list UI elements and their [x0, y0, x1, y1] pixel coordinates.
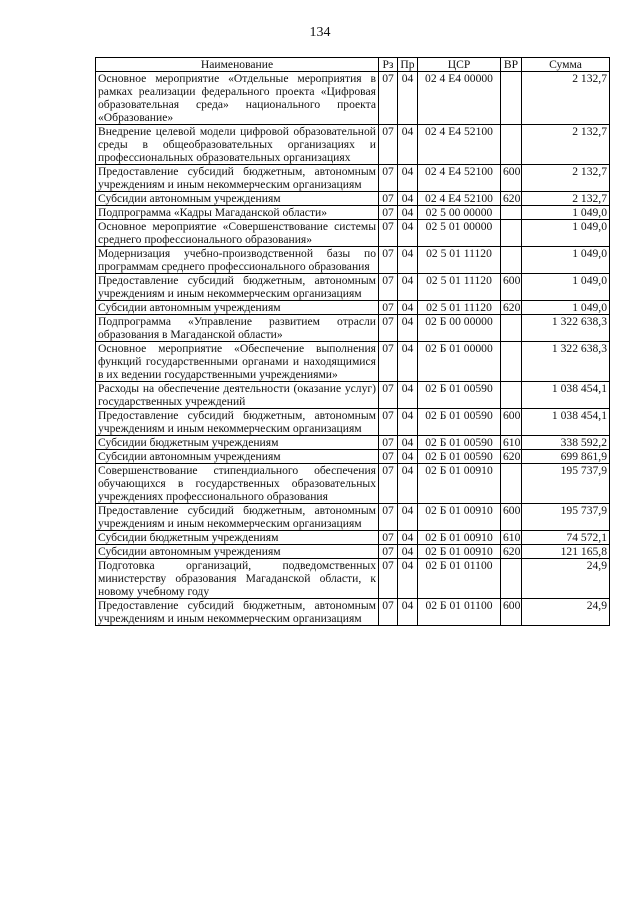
row-name: Предоставление субсидий бюджетным, автономным учреждениям и иным некоммерческим организациям — [96, 599, 379, 626]
table-row — [96, 436, 610, 450]
row-rz: 07 — [379, 192, 398, 206]
row-name: Подпрограмма «Кадры Магаданской области» — [96, 206, 379, 220]
row-csr: 02 5 01 11120 — [418, 247, 501, 274]
row-name: Субсидии автономным учреждениям — [96, 192, 379, 206]
row-vr: 620 — [501, 192, 522, 206]
row-sum: 1 038 454,1 — [522, 409, 610, 436]
header-sum: Сумма — [522, 58, 610, 72]
table-row — [96, 599, 610, 626]
table-row — [96, 545, 610, 559]
row-vr: 600 — [501, 274, 522, 301]
row-csr: 02 Б 01 00910 — [418, 504, 501, 531]
row-vr — [501, 72, 522, 125]
row-pr: 04 — [398, 531, 418, 545]
row-sum: 1 049,0 — [522, 247, 610, 274]
row-csr: 02 Б 01 00910 — [418, 531, 501, 545]
row-pr: 04 — [398, 206, 418, 220]
row-name: Предоставление субсидий бюджетным, автономным учреждениям и иным некоммерческим организациям — [96, 274, 379, 301]
row-pr: 04 — [398, 315, 418, 342]
row-sum: 1 049,0 — [522, 206, 610, 220]
row-name: Предоставление субсидий бюджетным, автономным учреждениям и иным некоммерческим организациям — [96, 504, 379, 531]
row-name: Субсидии бюджетным учреждениям — [96, 436, 379, 450]
row-pr: 04 — [398, 192, 418, 206]
row-rz: 07 — [379, 450, 398, 464]
row-name: Совершенствование стипендиального обеспечения обучающихся в государственных образовательных учреждениях профессионального образования — [96, 464, 379, 504]
row-name: Субсидии автономным учреждениям — [96, 450, 379, 464]
row-sum: 24,9 — [522, 599, 610, 626]
row-name: Субсидии бюджетным учреждениям — [96, 531, 379, 545]
header-pr: Пр — [398, 58, 418, 72]
row-csr: 02 Б 01 00910 — [418, 545, 501, 559]
row-name: Основное мероприятие «Совершенствование системы среднего профессионального образования» — [96, 220, 379, 247]
row-rz: 07 — [379, 301, 398, 315]
table-row — [96, 274, 610, 301]
row-rz: 07 — [379, 315, 398, 342]
table-row — [96, 531, 610, 545]
table-row — [96, 342, 610, 382]
row-pr: 04 — [398, 247, 418, 274]
table-row — [96, 409, 610, 436]
row-sum: 195 737,9 — [522, 464, 610, 504]
row-csr: 02 4 Е4 00000 — [418, 72, 501, 125]
row-csr: 02 Б 00 00000 — [418, 315, 501, 342]
row-pr: 04 — [398, 72, 418, 125]
row-sum: 2 132,7 — [522, 192, 610, 206]
table-row — [96, 301, 610, 315]
row-vr: 610 — [501, 436, 522, 450]
row-pr: 04 — [398, 274, 418, 301]
row-name: Модернизация учебно-производственной базы по программам среднего профессионального образования — [96, 247, 379, 274]
row-vr — [501, 342, 522, 382]
row-sum: 1 049,0 — [522, 274, 610, 301]
row-name: Расходы на обеспечение деятельности (оказание услуг) государственных учреждений — [96, 382, 379, 409]
row-vr: 610 — [501, 531, 522, 545]
row-pr: 04 — [398, 165, 418, 192]
row-sum: 699 861,9 — [522, 450, 610, 464]
row-vr — [501, 206, 522, 220]
row-pr: 04 — [398, 436, 418, 450]
row-vr: 620 — [501, 450, 522, 464]
row-vr: 600 — [501, 504, 522, 531]
row-sum: 195 737,9 — [522, 504, 610, 531]
row-rz: 07 — [379, 545, 398, 559]
row-rz: 07 — [379, 464, 398, 504]
row-rz: 07 — [379, 165, 398, 192]
row-rz: 07 — [379, 247, 398, 274]
table-body — [96, 72, 610, 626]
row-vr: 600 — [501, 165, 522, 192]
table-row — [96, 464, 610, 504]
row-pr: 04 — [398, 599, 418, 626]
row-rz: 07 — [379, 274, 398, 301]
row-name: Подпрограмма «Управление развитием отрасли образования в Магаданской области» — [96, 315, 379, 342]
row-vr: 620 — [501, 545, 522, 559]
row-vr — [501, 220, 522, 247]
row-csr: 02 Б 01 01100 — [418, 599, 501, 626]
row-rz: 07 — [379, 206, 398, 220]
header-csr: ЦСР — [418, 58, 501, 72]
row-name: Субсидии автономным учреждениям — [96, 545, 379, 559]
row-sum: 1 322 638,3 — [522, 342, 610, 382]
row-rz: 07 — [379, 409, 398, 436]
table-row — [96, 315, 610, 342]
row-pr: 04 — [398, 450, 418, 464]
row-pr: 04 — [398, 504, 418, 531]
row-csr: 02 5 01 11120 — [418, 274, 501, 301]
row-vr: 620 — [501, 301, 522, 315]
table-row — [96, 220, 610, 247]
header-rz: Рз — [379, 58, 398, 72]
table-row — [96, 559, 610, 599]
row-rz: 07 — [379, 559, 398, 599]
row-rz: 07 — [379, 599, 398, 626]
table-header-row — [96, 58, 610, 72]
row-vr — [501, 559, 522, 599]
row-pr: 04 — [398, 301, 418, 315]
table-row — [96, 382, 610, 409]
row-name: Основное мероприятие «Обеспечение выполнения функций государственными органами и находящимися в их ведении государственными учреждениями» — [96, 342, 379, 382]
row-pr: 04 — [398, 382, 418, 409]
table-row — [96, 165, 610, 192]
row-csr: 02 4 Е4 52100 — [418, 192, 501, 206]
row-csr: 02 Б 01 00000 — [418, 342, 501, 382]
table-row — [96, 206, 610, 220]
row-sum: 1 322 638,3 — [522, 315, 610, 342]
row-rz: 07 — [379, 531, 398, 545]
table-row — [96, 192, 610, 206]
row-rz: 07 — [379, 436, 398, 450]
row-pr: 04 — [398, 545, 418, 559]
budget-table — [95, 57, 610, 626]
row-pr: 04 — [398, 125, 418, 165]
header-name: Наименование — [96, 58, 379, 72]
table-row — [96, 450, 610, 464]
row-csr: 02 Б 01 00590 — [418, 436, 501, 450]
row-rz: 07 — [379, 382, 398, 409]
row-csr: 02 5 01 00000 — [418, 220, 501, 247]
row-name: Предоставление субсидий бюджетным, автономным учреждениям и иным некоммерческим организациям — [96, 165, 379, 192]
row-rz: 07 — [379, 125, 398, 165]
row-pr: 04 — [398, 464, 418, 504]
table-row — [96, 72, 610, 125]
row-pr: 04 — [398, 220, 418, 247]
row-rz: 07 — [379, 220, 398, 247]
row-rz: 07 — [379, 504, 398, 531]
row-vr: 600 — [501, 599, 522, 626]
row-pr: 04 — [398, 409, 418, 436]
table-row — [96, 125, 610, 165]
row-sum: 338 592,2 — [522, 436, 610, 450]
row-vr — [501, 464, 522, 504]
row-csr: 02 Б 01 00590 — [418, 450, 501, 464]
row-csr: 02 Б 01 00910 — [418, 464, 501, 504]
header-vr: ВР — [501, 58, 522, 72]
row-sum: 121 165,8 — [522, 545, 610, 559]
row-name: Субсидии автономным учреждениям — [96, 301, 379, 315]
row-csr: 02 4 Е4 52100 — [418, 165, 501, 192]
row-sum: 1 049,0 — [522, 301, 610, 315]
row-vr — [501, 247, 522, 274]
row-csr: 02 5 01 11120 — [418, 301, 501, 315]
row-csr: 02 4 Е4 52100 — [418, 125, 501, 165]
row-name: Основное мероприятие «Отдельные мероприятия в рамках реализации федерального проекта «Цифровая образовательная среда» национального проекта «Образование» — [96, 72, 379, 125]
row-sum: 74 572,1 — [522, 531, 610, 545]
row-name: Подготовка организаций, подведомственных министерству образования Магаданской области, к новому учебному году — [96, 559, 379, 599]
row-sum: 24,9 — [522, 559, 610, 599]
table-row — [96, 504, 610, 531]
row-csr: 02 Б 01 00590 — [418, 382, 501, 409]
table-row — [96, 247, 610, 274]
row-vr — [501, 125, 522, 165]
row-sum: 2 132,7 — [522, 165, 610, 192]
row-sum: 2 132,7 — [522, 72, 610, 125]
row-rz: 07 — [379, 72, 398, 125]
row-name: Внедрение целевой модели цифровой образовательной среды в общеобразовательных организациях и профессиональных образовательных организациях — [96, 125, 379, 165]
row-sum: 2 132,7 — [522, 125, 610, 165]
row-csr: 02 Б 01 00590 — [418, 409, 501, 436]
row-pr: 04 — [398, 342, 418, 382]
row-vr — [501, 315, 522, 342]
row-pr: 04 — [398, 559, 418, 599]
row-csr: 02 5 00 00000 — [418, 206, 501, 220]
row-sum: 1 049,0 — [522, 220, 610, 247]
row-vr: 600 — [501, 409, 522, 436]
row-rz: 07 — [379, 342, 398, 382]
row-csr: 02 Б 01 01100 — [418, 559, 501, 599]
page-number: 134 — [309, 25, 331, 40]
row-vr — [501, 382, 522, 409]
row-name: Предоставление субсидий бюджетным, автономным учреждениям и иным некоммерческим организациям — [96, 409, 379, 436]
row-sum: 1 038 454,1 — [522, 382, 610, 409]
